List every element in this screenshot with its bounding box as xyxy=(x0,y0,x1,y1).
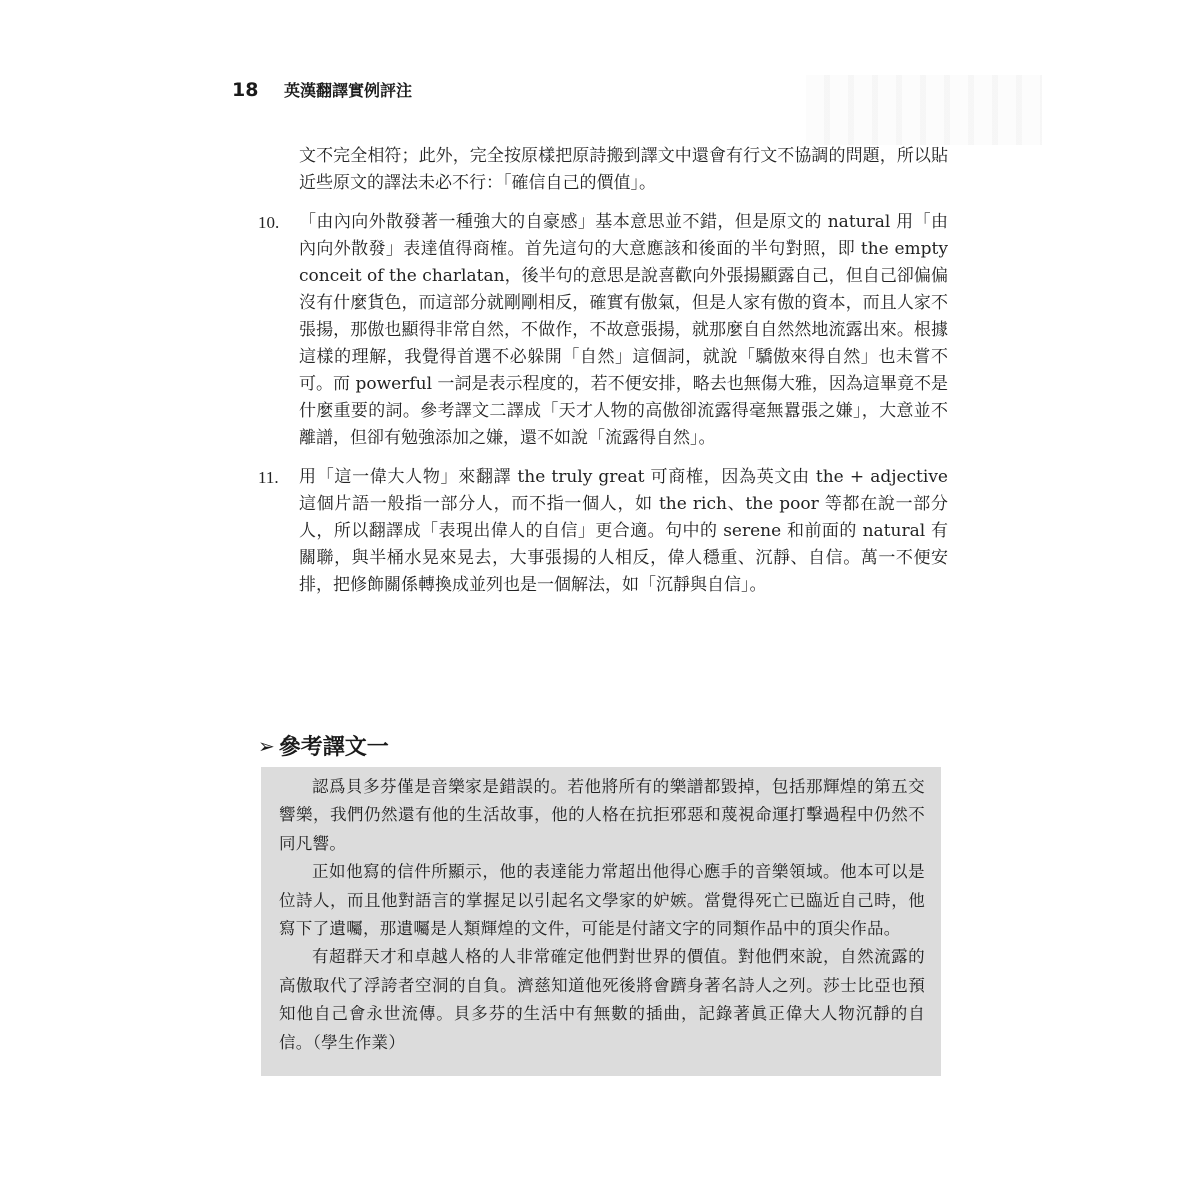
note-number: 10. xyxy=(258,213,280,232)
page-number: 18 xyxy=(232,79,259,101)
note-text: 用「這一偉大人物」來翻譯 the truly great 可商榷，因為英文由 the + adjective 這個片語一般指一部分人，而不指一個人，如 the rich、the poor 等都在說一部分人，所以翻譯成「表現出偉人的自信」更合適。句中的 serene 和前面的 natural 有關聯，與半桶水晃來晃去，大事張揚的人相反，偉人穩重、沉靜、自信。萬一不便安排，把修飾關係轉換成並列也是一個解法，如「沉靜與自信」。 xyxy=(299,467,948,595)
reference-paragraph: 正如他寫的信件所顯示，他的表達能力常超出他得心應手的音樂領域。他本可以是位詩人，而且他對語言的掌握足以引起名文學家的妒嫉。當覺得死亡已臨近自己時，他寫下了遺囑，那遺囑是人類輝煌的文件，可能是付諸文字的同類作品中的頂尖作品。 xyxy=(279,862,925,939)
note-11 xyxy=(258,464,948,599)
body-text xyxy=(258,143,948,611)
faint-background-graphic xyxy=(806,75,1042,145)
page-header xyxy=(232,78,412,101)
reference-translation-box xyxy=(261,767,941,1076)
reference-paragraph: 有超群天才和卓越人格的人非常確定他們對世界的價值。對他們來說，自然流露的高傲取代了浮誇者空洞的自負。濟慈知道他死後將會躋身著名詩人之列。莎士比亞也預知他自己會永世流傳。貝多芬的生活中有無數的插曲，記錄著眞正偉大人物沉靜的自信。（學生作業） xyxy=(279,947,925,1052)
section-heading xyxy=(258,730,389,761)
continuation-paragraph: 文不完全相符；此外，完全按原樣把原詩搬到譯文中還會有行文不協調的問題，所以貼近些原文的譯法未必不行：「確信自己的價值」。 xyxy=(299,146,948,193)
note-number: 11. xyxy=(258,468,279,487)
reference-paragraph: 認爲貝多芬僅是音樂家是錯誤的。若他將所有的樂譜都毀掉，包括那輝煌的第五交響樂，我們仍然還有他的生活故事，他的人格在抗拒邪惡和蔑視命運打擊過程中仍然不同凡響。 xyxy=(279,777,925,853)
section-title: 參考譯文一 xyxy=(278,735,389,760)
reference-translation-text xyxy=(279,773,925,1057)
note-10 xyxy=(258,209,948,452)
book-title: 英漢翻譯實例評注 xyxy=(284,81,413,100)
arrow-icon: ➢ xyxy=(258,733,275,758)
note-text: 「由內向外散發著一種強大的自豪感」基本意思並不錯，但是原文的 natural 用「由內向外散發」表達值得商榷。首先這句的大意應該和後面的半句對照，即 the empty conceit of the charlatan，後半句的意思是說喜歡向外張揚顯露自己，但自己卻偏偏沒有什麼貨色，而這部分就剛剛相反，確實有傲氣，但是人家有傲的資本，而且人家不張揚，那傲也顯得非常自然，不做作，不故意張揚，就那麼自自然然地流露出來。根據這樣的理解，我覺得首選不必躲開「自然」這個詞，就說「驕傲來得自然」也未嘗不可。而 powerful 一詞是表示程度的，若不便安排，略去也無傷大雅，因為這畢竟不是什麼重要的詞。參考譯文二譯成「天才人物的高傲卻流露得毫無囂張之嫌」，大意並不離譜，但卻有勉強添加之嫌，還不如說「流露得自然」。 xyxy=(299,212,948,448)
